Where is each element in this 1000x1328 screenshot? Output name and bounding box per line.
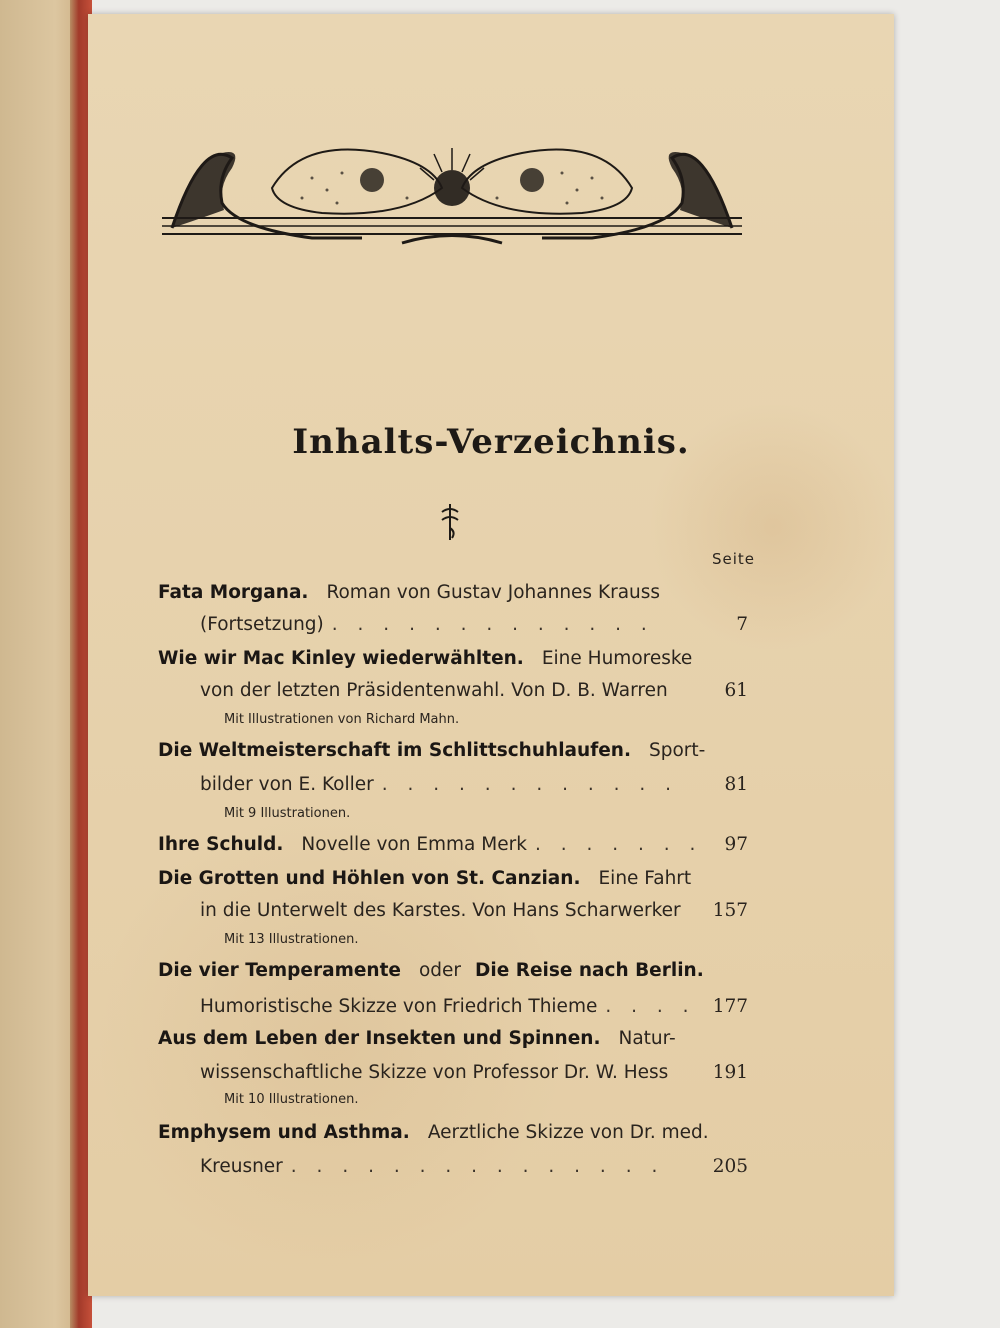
toc-entry-8-line2 — [200, 1154, 748, 1180]
leader-dots: . . . . . . . . . . . . — [381, 774, 679, 795]
toc-entry-cont: bilder von E. Koller — [200, 774, 374, 795]
toc-illustration-note: Mit 13 Illustrationen. — [224, 932, 359, 947]
toc-page-number: 81 — [724, 774, 748, 795]
toc-entry-title: Die Grotten und Höhlen von St. Canzian. — [158, 868, 581, 889]
toc-entry-title: Wie wir Mac Kinley wiederwählten. — [158, 648, 524, 669]
toc-entry-cont: von der letzten Präsidentenwahl. Von D. B. Warren — [200, 680, 668, 701]
toc-entry-title: Fata Morgana. — [158, 582, 309, 603]
toc-entry-desc: Sport- — [649, 740, 706, 761]
toc-entry-1-line2 — [200, 612, 748, 638]
toc-page-number: 97 — [724, 834, 748, 855]
toc-entry-title-2: Die Reise nach Berlin. — [475, 960, 704, 981]
toc-page-number: 205 — [712, 1156, 748, 1177]
toc-entry-title: Die vier Temperamente — [158, 960, 401, 981]
toc-entry-cont: Humoristische Skizze von Friedrich Thieme — [200, 996, 598, 1017]
toc-entry-desc: Eine Humoreske — [541, 648, 693, 669]
leader-dots: . . . . — [605, 996, 696, 1017]
toc-entry-title: Die Weltmeisterschaft im Schlittschuhlaufen. — [158, 740, 631, 761]
toc-entry-desc: Roman von Gustav Johannes Krauss — [326, 582, 661, 603]
toc-entry-cont: (Fortsetzung) — [200, 614, 324, 635]
toc-entry-6-line2 — [200, 994, 748, 1020]
toc-entry-desc: Eine Fahrt — [598, 868, 692, 889]
toc-entry-desc: Novelle von Emma Merk — [301, 834, 527, 855]
toc-page-number: 191 — [712, 1062, 748, 1083]
toc-entry-title: Aus dem Leben der Insekten und Spinnen. — [158, 1028, 601, 1049]
toc-entry-2-line2 — [200, 678, 748, 704]
flower-ornament-icon — [436, 502, 464, 542]
toc-page-number: 7 — [736, 614, 748, 635]
toc-entry-3-line2 — [200, 772, 748, 798]
toc-entry-2-heading — [158, 646, 748, 672]
leader-dots: . . . . . . . . . . . . . — [331, 614, 654, 635]
toc-entry-desc: Aerztliche Skizze von Dr. med. — [427, 1122, 709, 1143]
page-title: Inhalts-Verzeichnis. — [292, 422, 690, 462]
leader-dots: . . . . . . . . . . . . . . . — [290, 1156, 665, 1177]
toc-entry-1-heading — [158, 580, 748, 606]
toc-entry-title: Ihre Schuld. — [158, 834, 284, 855]
column-header-seite: Seite — [712, 550, 756, 568]
toc-entry-conjunction: oder — [418, 960, 462, 981]
toc-entry-cont: in die Unterwelt des Karstes. Von Hans Scharwerker — [200, 900, 681, 921]
leader-dots: . . . . . . . — [534, 834, 703, 855]
toc-page-number: 177 — [712, 996, 748, 1017]
toc-entry-3-heading — [158, 738, 748, 764]
toc-entry-desc: Natur- — [618, 1028, 676, 1049]
toc-entry-6-heading — [158, 958, 748, 984]
book-page — [88, 14, 894, 1296]
toc-entry-5-heading — [158, 866, 748, 892]
toc-entry-title: Emphysem und Asthma. — [158, 1122, 410, 1143]
toc-entry-5-line2 — [200, 898, 748, 924]
toc-entry-7-line2 — [200, 1060, 748, 1086]
art-nouveau-ornament — [162, 118, 742, 258]
toc-entry-cont: Kreusner — [200, 1156, 283, 1177]
toc-illustration-note: Mit 10 Illustrationen. — [224, 1092, 359, 1107]
toc-illustration-note: Mit 9 Illustrationen. — [224, 806, 351, 821]
toc-entry-cont: wissenschaftliche Skizze von Professor Dr. W. Hess — [200, 1062, 669, 1083]
toc-entry-7-heading — [158, 1026, 748, 1052]
toc-page-number: 61 — [724, 680, 748, 701]
toc-entry-8-heading — [158, 1120, 748, 1146]
toc-entry-4-heading — [158, 832, 748, 858]
toc-page-number: 157 — [712, 900, 748, 921]
toc-illustration-note: Mit Illustrationen von Richard Mahn. — [224, 712, 460, 727]
